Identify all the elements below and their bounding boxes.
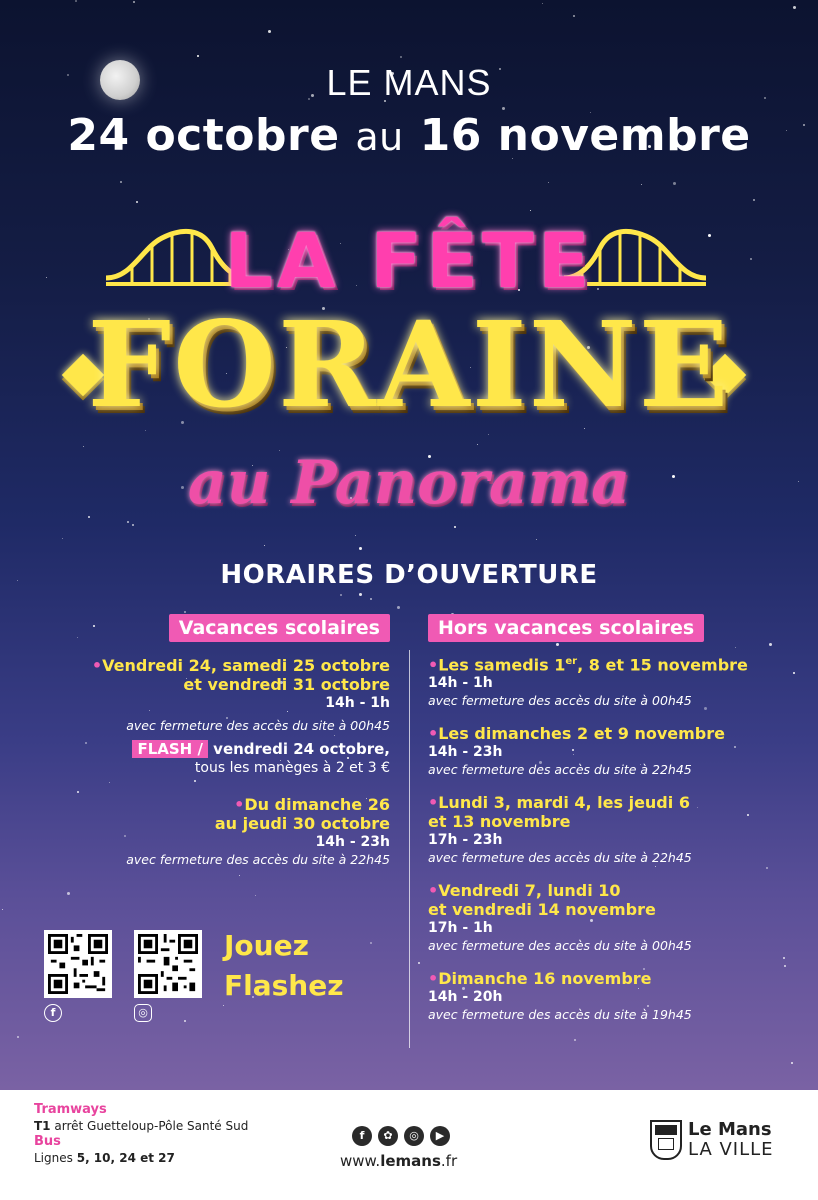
bullet-icon: • [91, 656, 103, 675]
flash-sub: tous les manèges à 2 et 3 € [194, 760, 390, 776]
logo-line1: Le Mans [688, 1119, 772, 1140]
item-title-line: Lundi 3, mardi 4, les jeudi 6 [438, 793, 690, 813]
flash-line: Flashez [224, 969, 344, 1002]
item-title [428, 881, 798, 900]
flash-line [40, 739, 390, 759]
date-start: 24 octobre [67, 110, 340, 161]
item-title-line: Vendredi 24, samedi 25 octobre [102, 656, 390, 675]
flash-tag: FLASH / [132, 740, 207, 758]
facebook-icon: f [44, 1004, 62, 1022]
star-icon [133, 1, 135, 3]
item-title [40, 795, 390, 814]
bus-prefix: Lignes [34, 1151, 73, 1165]
website-main: lemans [380, 1152, 441, 1170]
star-icon [370, 942, 372, 944]
item-title-line: Vendredi 7, lundi 10 [438, 881, 621, 901]
date-connector: au [355, 115, 404, 159]
star-icon [184, 611, 186, 613]
item-title-line: et vendredi 31 octobre [183, 675, 390, 694]
website-link[interactable] [340, 1152, 457, 1170]
coat-of-arms-icon [650, 1120, 682, 1160]
item-title-line: Du dimanche 26 [244, 795, 390, 814]
website-suffix: .fr [440, 1152, 458, 1170]
item-note: avec fermeture des accès du site à 22h45 [428, 762, 692, 778]
schedule-heading: HORAIRES D’OUVERTURE [220, 560, 598, 590]
item-hours: 14h - 1h [325, 695, 390, 711]
play-flash-callout [224, 926, 344, 1006]
facebook-icon[interactable]: f [352, 1126, 372, 1146]
title-au-panorama: au Panorama [187, 448, 631, 518]
bullet-icon: • [428, 724, 439, 744]
title-la-fete: LA FÊTE [224, 216, 594, 305]
title-foraine: FORAINE [87, 295, 731, 434]
item-note: avec fermeture des accès du site à 22h45 [428, 850, 692, 866]
schedule-item [40, 795, 390, 869]
item-note: avec fermeture des accès du site à 00h45 [428, 938, 692, 954]
schedule-item [428, 793, 798, 867]
star-icon [370, 598, 372, 600]
event-dates [0, 110, 818, 161]
star-icon [573, 15, 575, 17]
tram-line [34, 1118, 248, 1134]
bullet-icon: • [428, 793, 439, 813]
item-hours: 17h - 1h [428, 920, 493, 937]
bus-heading: Bus [34, 1134, 61, 1149]
footer [0, 1090, 818, 1200]
item-title-line: Les samedis 1 [438, 655, 566, 675]
star-icon [184, 1020, 186, 1022]
item-title [428, 652, 798, 674]
item-title-line: Dimanche 16 novembre [438, 969, 652, 989]
column-divider [409, 650, 410, 1048]
schedule-item [428, 724, 798, 779]
transport-info [34, 1102, 248, 1166]
schedule-item [428, 881, 798, 955]
item-hours: 14h - 23h [315, 834, 390, 850]
star-icon [75, 0, 77, 2]
star-icon [542, 3, 543, 4]
tram-stop: arrêt Guetteloup-Pôle Santé Sud [54, 1119, 249, 1133]
bullet-icon: • [428, 655, 439, 675]
instagram-icon[interactable]: ◎ [404, 1126, 424, 1146]
star-icon [359, 547, 362, 550]
item-note: avec fermeture des accès du site à 19h45 [428, 1007, 692, 1023]
star-icon [793, 6, 796, 9]
star-icon [120, 181, 122, 183]
item-hours: 14h - 20h [428, 989, 503, 1006]
star-icon [197, 55, 199, 57]
schedule-item [428, 652, 798, 710]
star-icon [239, 875, 240, 876]
facebook-qr-code[interactable] [44, 930, 112, 998]
item-title-line: et 13 novembre [428, 812, 571, 832]
item-title-line: Les dimanches 2 et 9 novembre [438, 724, 725, 744]
bus-lines [34, 1150, 248, 1166]
bus-line-numbers: 5, 10, 24 et 27 [76, 1151, 175, 1165]
outside-holidays-tag: Hors vacances scolaires [428, 614, 704, 642]
flash-text: vendredi 24 octobre, [213, 740, 390, 758]
star-icon [17, 1036, 19, 1038]
logo-text [688, 1120, 774, 1160]
qr-code-icon [138, 934, 198, 994]
star-icon [264, 545, 265, 546]
item-title [428, 793, 798, 812]
star-icon [2, 909, 3, 910]
school-holidays-column [40, 614, 390, 869]
star-icon [67, 892, 70, 895]
flash-offer [40, 739, 390, 777]
star-icon [400, 56, 402, 58]
item-title [428, 969, 798, 988]
item-hours: 14h - 23h [428, 744, 503, 761]
star-icon [548, 182, 549, 183]
item-title-line: au jeudi 30 octobre [214, 814, 390, 833]
instagram-qr-code[interactable] [134, 930, 202, 998]
star-icon [673, 182, 676, 185]
item-note: avec fermeture des accès du site à 00h45 [126, 718, 390, 733]
outside-holidays-column [428, 614, 798, 1024]
star-icon [418, 962, 420, 964]
bullet-icon: • [428, 969, 439, 989]
star-icon [641, 184, 642, 185]
play-line: Jouez [224, 929, 309, 962]
item-hours: 17h - 23h [428, 832, 503, 849]
bullet-icon: • [428, 881, 439, 901]
event-title [0, 190, 818, 540]
schedule-item [40, 656, 390, 735]
item-title-line: , 8 et 15 novembre [577, 655, 748, 675]
item-title [40, 656, 390, 675]
bluesky-icon[interactable]: ✿ [378, 1126, 398, 1146]
tram-heading: Tramways [34, 1102, 107, 1117]
star-icon [574, 1039, 576, 1041]
logo-line2: LA VILLE [688, 1139, 774, 1160]
tram-line-number: T1 [34, 1119, 51, 1133]
item-note: avec fermeture des accès du site à 00h45 [428, 693, 692, 709]
item-note: avec fermeture des accès du site à 22h45 [126, 852, 390, 867]
instagram-icon: ◎ [134, 1004, 152, 1022]
youtube-icon[interactable]: ▶ [430, 1126, 450, 1146]
city-name: LE MANS [326, 62, 492, 103]
item-title-sup: er [565, 656, 578, 667]
date-end: 16 novembre [419, 110, 751, 161]
le-mans-logo [650, 1120, 774, 1160]
website-prefix: www. [340, 1152, 381, 1170]
bullet-icon: • [234, 795, 245, 814]
star-icon [397, 606, 400, 609]
star-icon [359, 593, 362, 596]
qr-code-icon [48, 934, 108, 994]
star-icon [340, 594, 342, 596]
social-links [352, 1126, 450, 1146]
star-icon [255, 895, 256, 896]
star-icon [791, 1062, 793, 1064]
schedule-item [428, 969, 798, 1024]
item-title-line: et vendredi 14 novembre [428, 900, 656, 920]
star-icon [268, 30, 271, 33]
item-hours: 14h - 1h [428, 675, 493, 692]
school-holidays-tag: Vacances scolaires [169, 614, 390, 642]
item-title [428, 724, 798, 743]
